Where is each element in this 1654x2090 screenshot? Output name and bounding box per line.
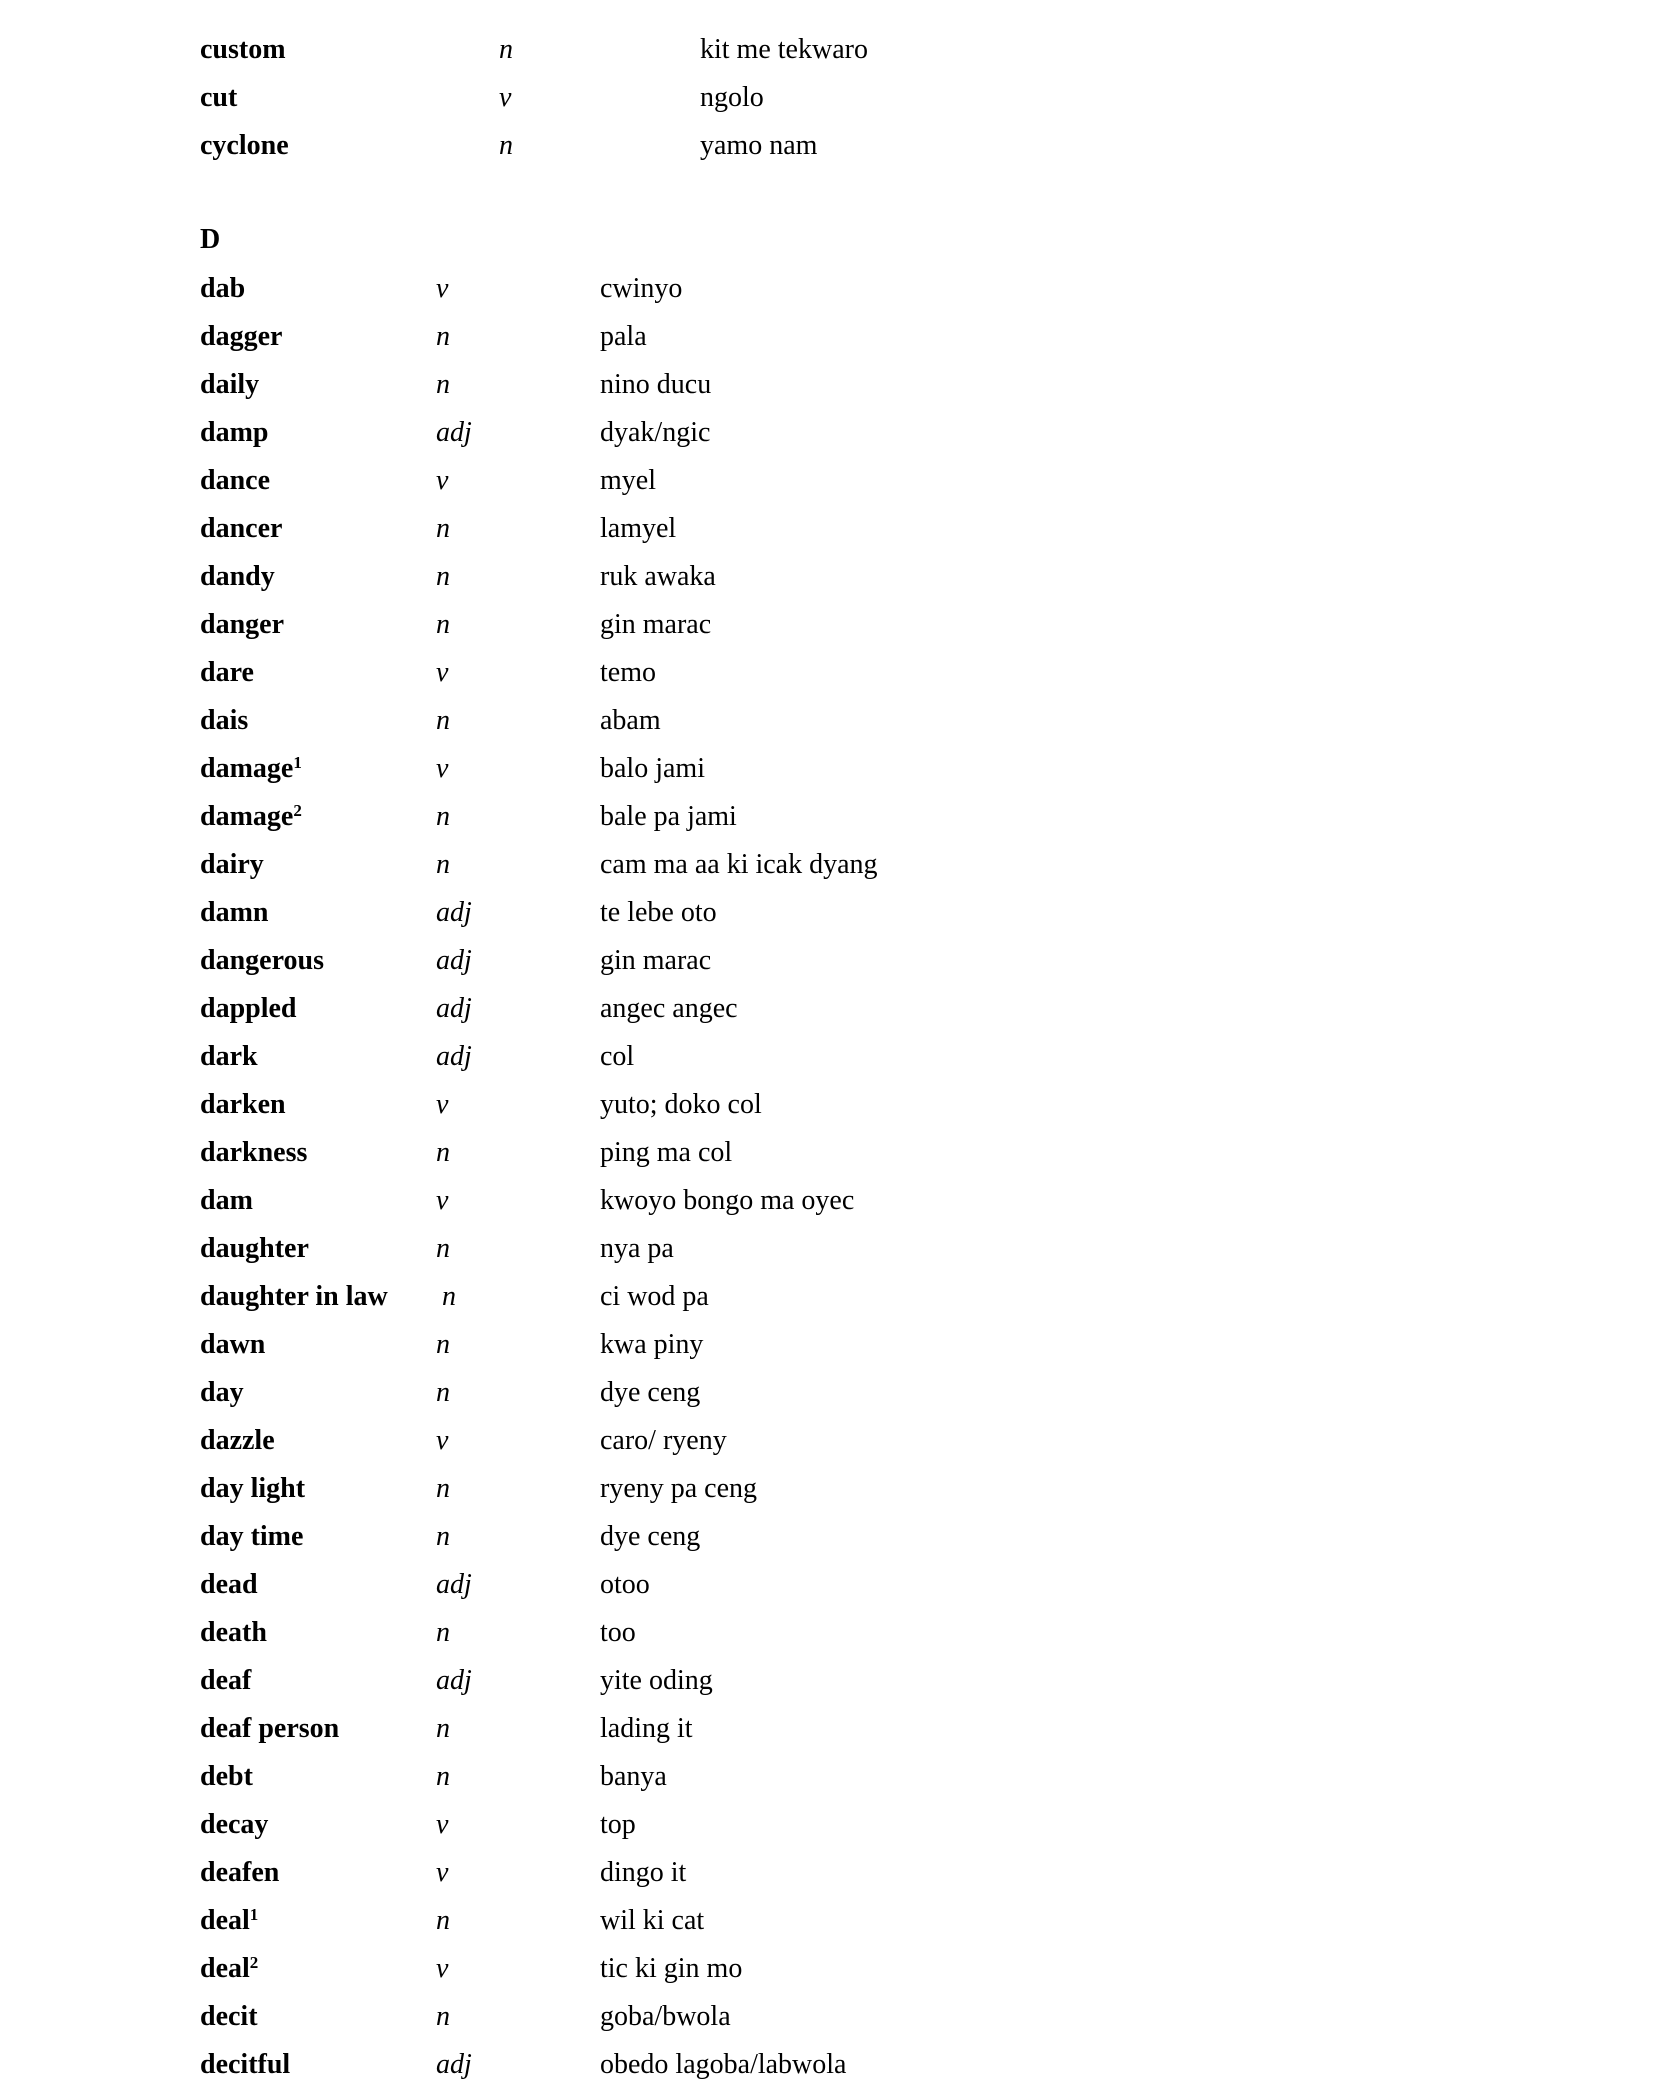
part-of-speech: v — [436, 657, 449, 688]
part-of-speech: n — [436, 801, 450, 832]
dictionary-entry — [0, 1081, 1654, 1129]
headword: dairy — [200, 849, 264, 880]
headword: dandy — [200, 561, 275, 592]
part-of-speech: adj — [436, 1569, 472, 1600]
translation: otoo — [600, 1569, 650, 1600]
part-of-speech: v — [436, 465, 449, 496]
headword: day time — [200, 1521, 304, 1552]
part-of-speech: adj — [436, 417, 472, 448]
translation: lamyel — [600, 513, 677, 544]
dictionary-entry — [0, 26, 1654, 74]
part-of-speech: n — [436, 1377, 450, 1408]
translation: goba/bwola — [600, 2001, 731, 2032]
translation: top — [600, 1809, 636, 1840]
translation: cwinyo — [600, 273, 683, 304]
headword: death — [200, 1617, 267, 1648]
headword: custom — [200, 34, 286, 65]
headword: daughter — [200, 1233, 309, 1264]
dictionary-entry — [0, 1129, 1654, 1177]
headword: damp — [200, 417, 269, 448]
part-of-speech: n — [436, 609, 450, 640]
translation: caro/ ryeny — [600, 1425, 727, 1456]
translation: col — [600, 1041, 635, 1072]
dictionary-entry — [0, 1225, 1654, 1273]
translation: ngolo — [700, 82, 764, 113]
headword: dab — [200, 273, 246, 304]
translation: pala — [600, 321, 647, 352]
headword: dangerous — [200, 945, 324, 976]
headword: dazzle — [200, 1425, 275, 1456]
part-of-speech: adj — [436, 1665, 472, 1696]
dictionary-entry — [0, 793, 1654, 841]
translation: myel — [600, 465, 656, 496]
translation: balo jami — [600, 753, 705, 784]
translation: gin marac — [600, 609, 712, 640]
dictionary-entry — [0, 601, 1654, 649]
translation: dye ceng — [600, 1377, 701, 1408]
dictionary-entry — [0, 889, 1654, 937]
part-of-speech: v — [436, 753, 449, 784]
translation: wil ki cat — [600, 1905, 705, 1936]
dictionary-entry — [0, 649, 1654, 697]
dictionary-entry — [0, 361, 1654, 409]
headword: dark — [200, 1041, 258, 1072]
translation: gin marac — [600, 945, 712, 976]
headword: decitful — [200, 2049, 291, 2080]
dictionary-entry — [0, 74, 1654, 122]
headword: danger — [200, 609, 284, 640]
headword: dance — [200, 465, 270, 496]
translation: angec angec — [600, 993, 738, 1024]
part-of-speech: n — [436, 561, 450, 592]
translation: nino ducu — [600, 369, 712, 400]
headword: deal$^1$ — [200, 1904, 259, 1936]
dictionary-entry — [0, 313, 1654, 361]
part-of-speech: n — [436, 1905, 450, 1936]
dictionary-entry — [0, 553, 1654, 601]
translation: tic ki gin mo — [600, 1953, 743, 1984]
dictionary-entry — [0, 409, 1654, 457]
headword: damage$^1$ — [200, 752, 302, 784]
part-of-speech: n — [436, 1233, 450, 1264]
dictionary-entry — [0, 2041, 1654, 2089]
dictionary-entry — [0, 1321, 1654, 1369]
homograph-number: 1 — [293, 752, 302, 772]
part-of-speech: adj — [436, 1041, 472, 1072]
translation: lading it — [600, 1713, 693, 1744]
dictionary-entry — [0, 1465, 1654, 1513]
translation: obedo lagoba/labwola — [600, 2049, 847, 2080]
dictionary-entry — [0, 841, 1654, 889]
headword: darkness — [200, 1137, 308, 1168]
dictionary-entry — [0, 1177, 1654, 1225]
headword: day light — [200, 1473, 306, 1504]
dictionary-entry — [0, 457, 1654, 505]
headword: decit — [200, 2001, 258, 2032]
dictionary-entry — [0, 1561, 1654, 1609]
dictionary-entry — [0, 1369, 1654, 1417]
headword: dais — [200, 705, 249, 736]
part-of-speech: n — [436, 1473, 450, 1504]
dictionary-entry — [0, 1753, 1654, 1801]
translation: nya pa — [600, 1233, 674, 1264]
dictionary-entry — [0, 122, 1654, 170]
translation: kit me tekwaro — [700, 34, 868, 65]
dictionary-entry — [0, 1897, 1654, 1945]
translation: cam ma aa ki icak dyang — [600, 849, 878, 880]
dictionary-entry — [0, 1849, 1654, 1897]
dictionary-entry — [0, 1801, 1654, 1849]
translation: kwoyo bongo ma oyec — [600, 1185, 855, 1216]
translation: banya — [600, 1761, 667, 1792]
part-of-speech: v — [436, 1425, 449, 1456]
translation: bale pa jami — [600, 801, 737, 832]
translation: too — [600, 1617, 636, 1648]
headword: daughter in law — [200, 1281, 388, 1312]
part-of-speech: n — [436, 1713, 450, 1744]
headword: dappled — [200, 993, 297, 1024]
headword: damn — [200, 897, 269, 928]
dictionary-entry — [0, 1609, 1654, 1657]
dictionary-entry — [0, 1657, 1654, 1705]
headword: dawn — [200, 1329, 266, 1360]
dictionary-entry — [0, 697, 1654, 745]
translation: temo — [600, 657, 656, 688]
translation: yite oding — [600, 1665, 713, 1696]
part-of-speech: n — [436, 1521, 450, 1552]
translation: dyak/ngic — [600, 417, 711, 448]
dictionary-entry — [0, 1945, 1654, 1993]
headword: damage$^2$ — [200, 800, 302, 832]
part-of-speech: n — [436, 2001, 450, 2032]
part-of-speech: v — [499, 82, 512, 113]
translation: dingo it — [600, 1857, 687, 1888]
translation: ruk awaka — [600, 561, 716, 592]
part-of-speech: n — [436, 321, 450, 352]
dictionary-entry — [0, 1705, 1654, 1753]
headword: dead — [200, 1569, 258, 1600]
translation: kwa piny — [600, 1329, 704, 1360]
part-of-speech: n — [436, 1617, 450, 1648]
homograph-number: 1 — [249, 1904, 259, 1924]
part-of-speech: v — [436, 273, 449, 304]
headword: darken — [200, 1089, 286, 1120]
dictionary-entry — [0, 1033, 1654, 1081]
translation: ryeny pa ceng — [600, 1473, 758, 1504]
headword: cyclone — [200, 130, 289, 161]
headword: dancer — [200, 513, 283, 544]
translation: yuto; doko col — [600, 1089, 762, 1120]
part-of-speech: adj — [436, 2049, 472, 2080]
section-letter-heading: D — [200, 224, 221, 255]
part-of-speech: n — [436, 369, 450, 400]
translation: ci wod pa — [600, 1281, 709, 1312]
dictionary-entry — [0, 1273, 1654, 1321]
headword: decay — [200, 1809, 269, 1840]
part-of-speech: n — [436, 705, 450, 736]
part-of-speech: v — [436, 1953, 449, 1984]
part-of-speech: v — [436, 1809, 449, 1840]
dictionary-entry — [0, 1993, 1654, 2041]
headword: day — [200, 1377, 244, 1408]
headword: debt — [200, 1761, 253, 1792]
part-of-speech: n — [436, 1137, 450, 1168]
translation: te lebe oto — [600, 897, 717, 928]
headword: dagger — [200, 321, 283, 352]
headword: dam — [200, 1185, 253, 1216]
dictionary-entry — [0, 985, 1654, 1033]
part-of-speech: v — [436, 1089, 449, 1120]
part-of-speech: v — [436, 1857, 449, 1888]
part-of-speech: n — [499, 130, 513, 161]
part-of-speech: n — [436, 1329, 450, 1360]
headword: dare — [200, 657, 254, 688]
part-of-speech: v — [436, 1185, 449, 1216]
headword: deal$^2$ — [200, 1952, 259, 1984]
translation: yamo nam — [700, 130, 818, 161]
part-of-speech: n — [436, 849, 450, 880]
homograph-number: 2 — [293, 800, 302, 820]
headword: deaf person — [200, 1713, 340, 1744]
translation: abam — [600, 705, 661, 736]
headword: daily — [200, 369, 260, 400]
part-of-speech: n — [436, 1761, 450, 1792]
dictionary-entry — [0, 937, 1654, 985]
dictionary-entry — [0, 1417, 1654, 1465]
headword: deafen — [200, 1857, 280, 1888]
part-of-speech: n — [499, 34, 513, 65]
part-of-speech: n — [442, 1281, 456, 1312]
dictionary-entry — [0, 1513, 1654, 1561]
dictionary-entry — [0, 265, 1654, 313]
dictionary-entry — [0, 505, 1654, 553]
translation: ping ma col — [600, 1137, 733, 1168]
dictionary-entry — [0, 745, 1654, 793]
part-of-speech: n — [436, 513, 450, 544]
part-of-speech: adj — [436, 897, 472, 928]
headword: cut — [200, 82, 238, 113]
headword: deaf — [200, 1665, 252, 1696]
translation: dye ceng — [600, 1521, 701, 1552]
part-of-speech: adj — [436, 993, 472, 1024]
part-of-speech: adj — [436, 945, 472, 976]
homograph-number: 2 — [249, 1952, 259, 1972]
